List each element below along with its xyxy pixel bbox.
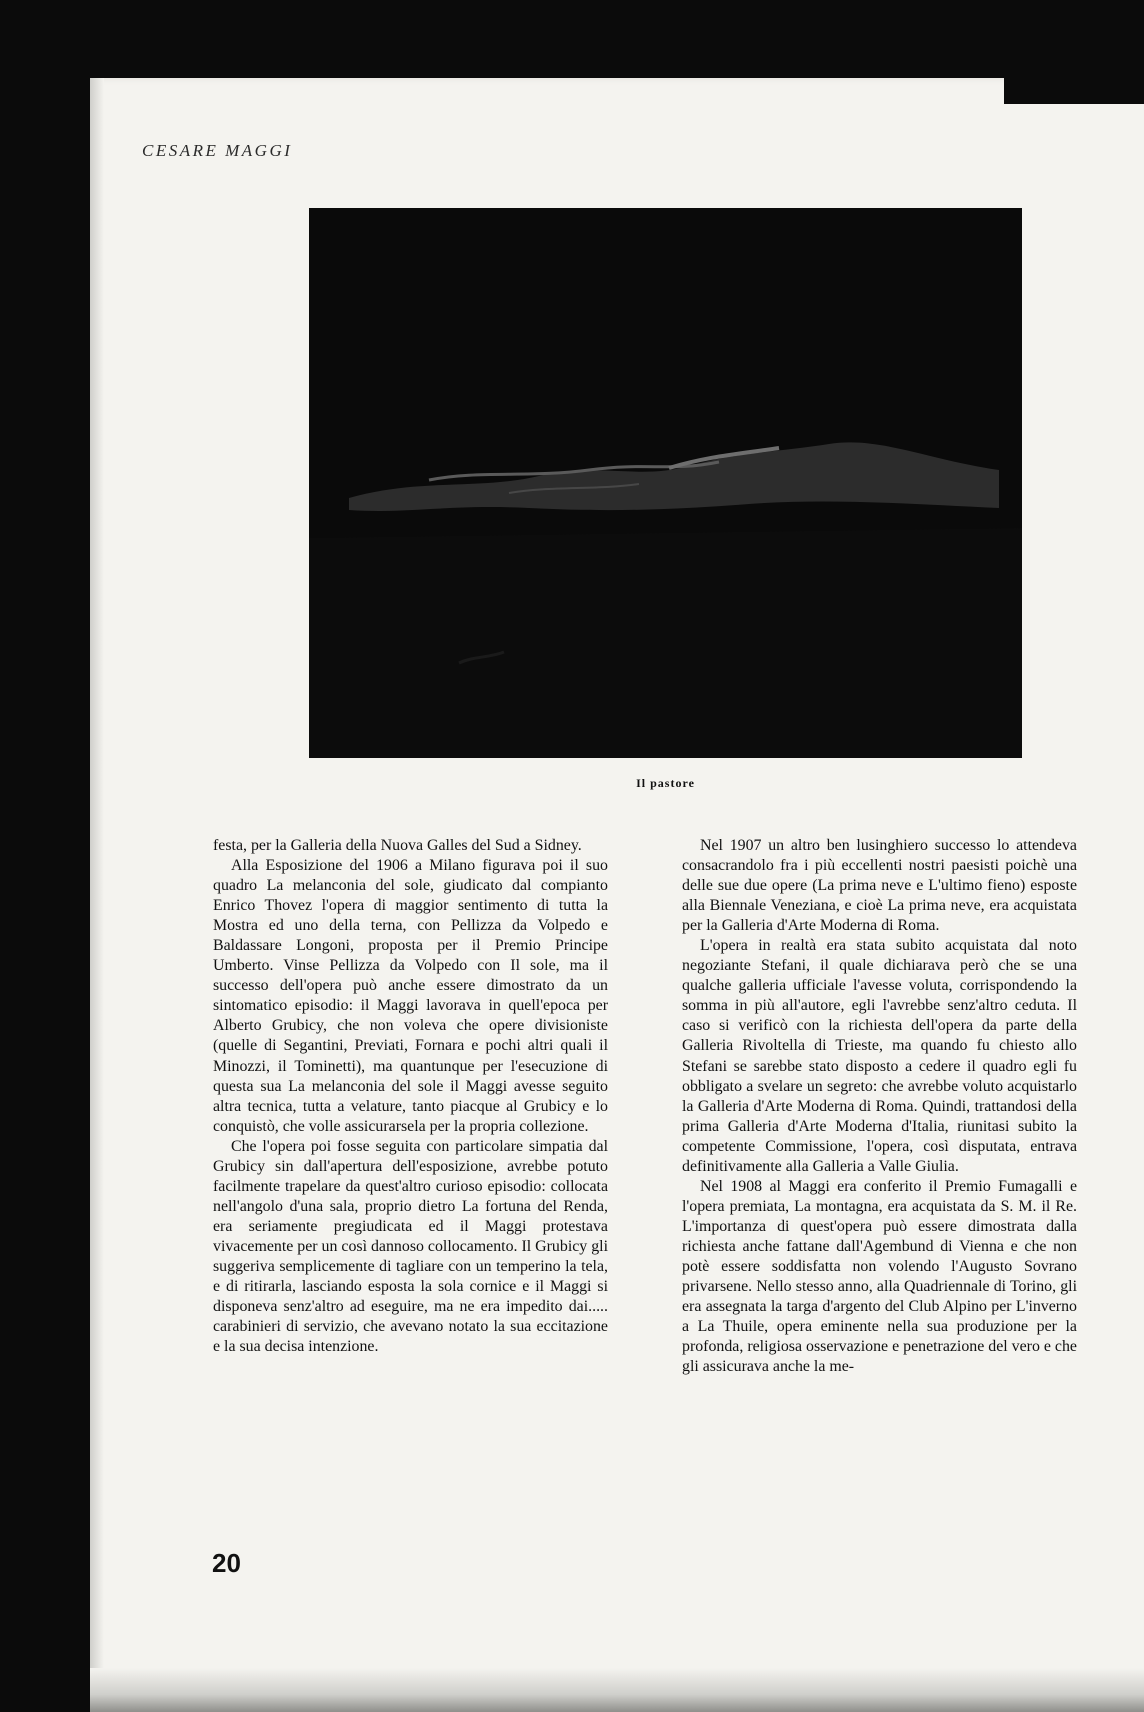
paragraph: Che l'opera poi fosse seguita con particolare simpatia dal Grubicy sin dall'apertura dell'esposizione, avrebbe potuto facilmente trapelare da quest'altro curioso episodio: collocata nell'angolo d'una sala, proprio dietro La fortuna del Renda, era seriamente pregiudicata ed il Maggi protestava vivacemente per un così dannoso collocamento. Il Grubicy gli suggeriva semplicemente di tagliare con un temperino la tela, e di ritirarla, lasciando esposta la sola cornice e il Maggi si disponeva senz'altro ad eseguire, ma ne era impedito dai..... carabinieri di servizio, che avevano notato la sua eccitazione e la sua decisa intenzione. — [213, 1137, 608, 1356]
paragraph: Nel 1907 un altro ben lusinghiero successo lo attendeva consacrandolo fra i più eccellenti nostri paesisti poichè una delle sue due opere (La prima neve e L'ultimo fieno) esposte alla Biennale Veneziana, e cioè La prima neve, era acquistata per la Galleria d'Arte Moderna di Roma. — [682, 837, 1077, 935]
text-column-left — [213, 836, 608, 1357]
paragraph: Alla Esposizione del 1906 a Milano figurava poi il suo quadro La melanconia del sole, giudicato dal compianto Enrico Thovez l'opera di maggior sentimento di tutta la Mostra ed uno della terna, con Pellizza da Volpedo e Baldassare Longoni, proposta per il Premio Principe Umberto. Vinse Pellizza da Volpedo con Il sole, ma il successo dell'opera può anche essere dimostrato da un sintomatico episodio: il Maggi lavorava in quell'epoca per Alberto Grubicy, che non voleva che opere divisioniste (quelle di Segantini, Previati, Fornara e pochi altri quali il Minozzi, il Tominetti), ma quantunque per l'esecuzione di questa sua La melanconia del sole il Maggi avesse seguito altra tecnica, tutta a velature, tanto piacque al Grubicy e lo conquistò, che volle assicurarsela per la propria collezione. — [213, 857, 608, 1135]
figure-caption: Il pastore — [636, 776, 695, 790]
scan-shadow — [1004, 78, 1144, 104]
page-number: 20 — [212, 1548, 241, 1578]
painting-illustration — [309, 208, 1022, 758]
painting-image — [309, 208, 1022, 758]
text-column-right — [682, 836, 1077, 1377]
paragraph: Nel 1908 al Maggi era conferito il Premio Fumagalli e l'opera premiata, La montagna, era acquistata da S. M. il Re. L'importanza di quest'opera può essere dimostrata dalla richiesta anche fattane dall'Agembund di Vienna e che non potè essere soddisfatta non volendo l'Augusto Sovrano privarsene. Nello stesso anno, alla Quadriennale di Torino, gli era assegnata la targa d'argento del Club Alpino per L'inverno a La Thuile, opera eminente nella sua produzione per la profonda, religiosa osservazione e penetrazione del vero e che gli assicurava anche la me- — [682, 1177, 1077, 1376]
paragraph: L'opera in realtà era stata subito acquistata dal noto negoziante Stefani, il quale dichiarava però che se una qualche galleria ufficiale l'avesse voluta, corrispondendo la somma in più all'autore, egli l'avrebbe senz'altro ceduta. Il caso si verificò con la richiesta dell'opera da parte della Galleria Rivoltella di Trieste, ma quando fu chiesto allo Stefani se sarebbe stato disposto a cedere il quadro egli fu obbligato a svelare un segreto: che avrebbe voluto acquistarlo la Galleria d'Arte Moderna di Roma. Quindi, trattandosi della prima Galleria d'Arte Moderna d'Italia, riunitasi subito la competente Commissione, l'opera, così disputata, entrava definitivamente alla Galleria a Valle Giulia. — [682, 937, 1077, 1175]
running-head: CESARE MAGGI — [142, 141, 293, 160]
paragraph: festa, per la Galleria della Nuova Galles del Sud a Sidney. — [213, 837, 582, 854]
paper-edge — [90, 78, 104, 1712]
scan-shadow-bottom — [90, 1668, 1144, 1712]
